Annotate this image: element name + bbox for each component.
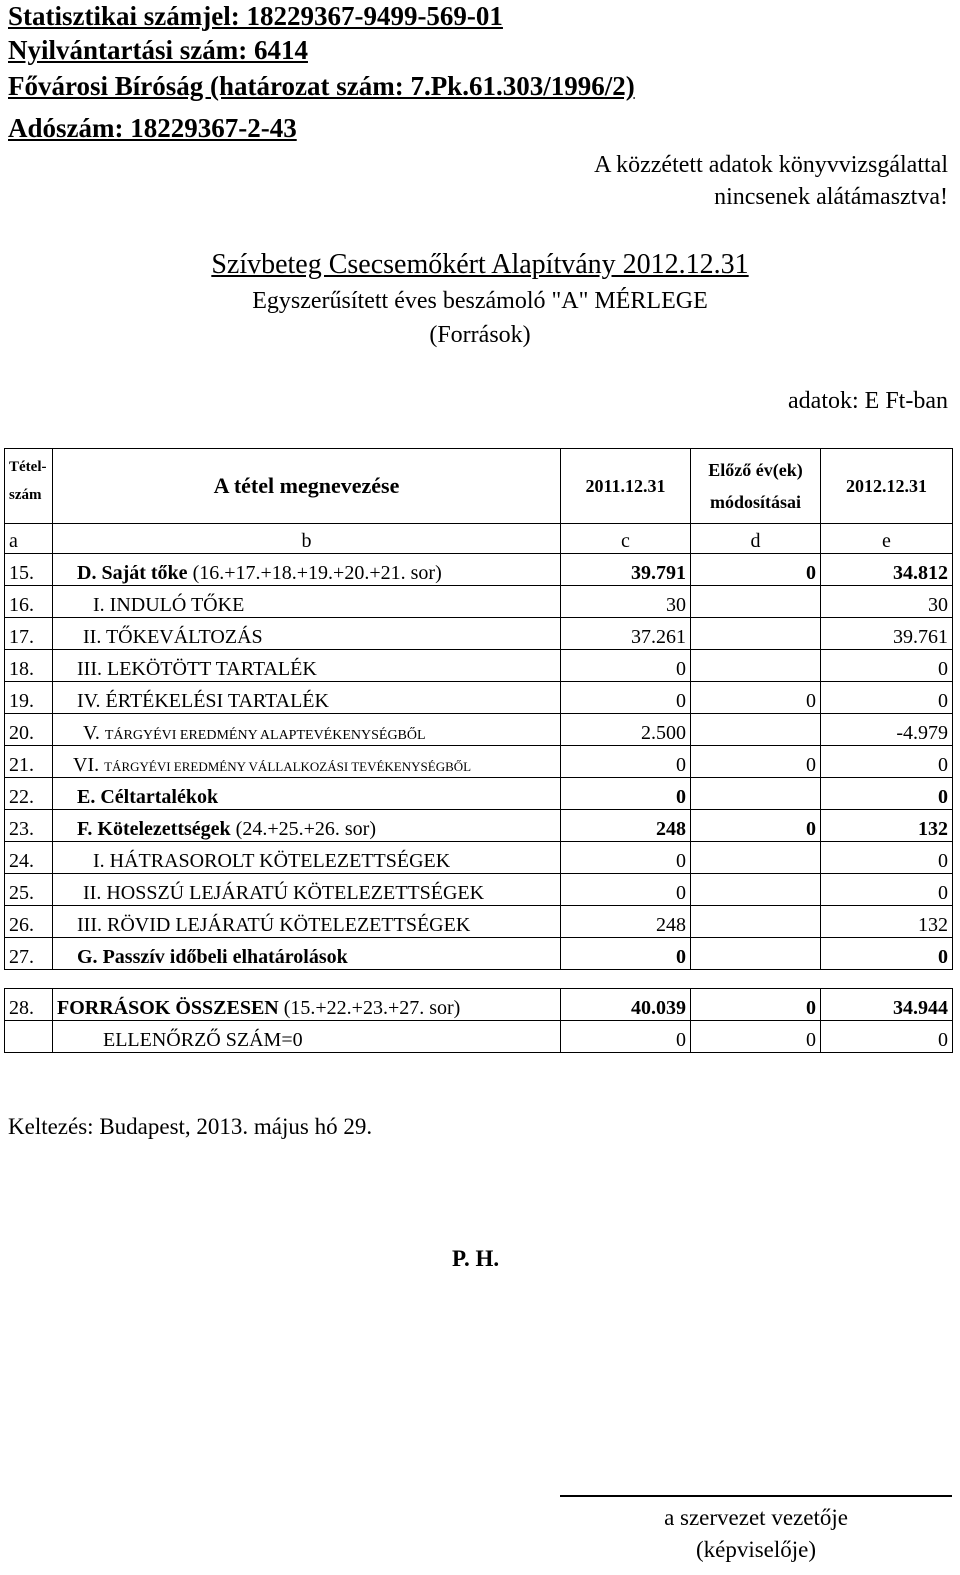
- value-prev: 2.500: [561, 714, 691, 746]
- signatory-title: a szervezet vezetője: [664, 1505, 848, 1530]
- row-label: II. TŐKEVÁLTOZÁS: [53, 618, 561, 650]
- table-row: [5, 874, 953, 906]
- row-number: 20.: [5, 714, 53, 746]
- value-mod: 0: [691, 554, 821, 586]
- value-mod: [691, 650, 821, 682]
- row-label: FORRÁSOK ÖSSZESEN (15.+22.+23.+27. sor): [53, 989, 561, 1021]
- table-header-row: [5, 449, 953, 524]
- table-row: [5, 938, 953, 970]
- value-mod: [691, 586, 821, 618]
- row-label: G. Passzív időbeli elhatárolások: [53, 938, 561, 970]
- value-mod: [691, 778, 821, 810]
- letter-b: b: [53, 524, 561, 554]
- row-number: 22.: [5, 778, 53, 810]
- header-prev-year: 2011.12.31: [561, 449, 691, 524]
- value-prev: 37.261: [561, 618, 691, 650]
- value-mod: 0: [691, 1021, 821, 1053]
- total-row: [5, 989, 953, 1021]
- report-title: Egyszerűsített éves beszámoló "A" MÉRLEGE: [252, 288, 708, 314]
- table-row: [5, 618, 953, 650]
- row-number: 24.: [5, 842, 53, 874]
- row-number: 28.: [5, 989, 53, 1021]
- value-mod: 0: [691, 810, 821, 842]
- row-number: 17.: [5, 618, 53, 650]
- table-row: [5, 778, 953, 810]
- value-mod: [691, 842, 821, 874]
- row-label: F. Kötelezettségek (24.+25.+26. sor): [53, 810, 561, 842]
- row-label: III. LEKÖTÖTT TARTALÉK: [53, 650, 561, 682]
- table-row: [5, 746, 953, 778]
- header-item-name: A tétel megnevezése: [53, 449, 561, 524]
- value-current: 0: [821, 682, 953, 714]
- table-row: [5, 554, 953, 586]
- value-current: 0: [821, 650, 953, 682]
- table-row: [5, 650, 953, 682]
- value-current: 0: [821, 938, 953, 970]
- row-number: 15.: [5, 554, 53, 586]
- row-label: ELLENŐRZŐ SZÁM=0: [53, 1021, 561, 1053]
- value-prev: 0: [561, 1021, 691, 1053]
- value-mod: 0: [691, 682, 821, 714]
- header-modifications: Előző év(ek) módosításai: [691, 449, 821, 524]
- signatory-subtitle: (képviselője): [695, 1537, 817, 1562]
- row-number: 26.: [5, 906, 53, 938]
- row-number: 27.: [5, 938, 53, 970]
- header-item-number: Tétel- szám: [5, 449, 53, 524]
- value-mod: [691, 906, 821, 938]
- table-row: [5, 682, 953, 714]
- organization-title: Szívbeteg Csecsemőkért Alapítvány 2012.12.31: [211, 249, 749, 280]
- audit-notice-line1: A közzétett adatok könyvvizsgálattal: [594, 152, 948, 178]
- row-number: 23.: [5, 810, 53, 842]
- letter-c: c: [561, 524, 691, 554]
- row-number: 19.: [5, 682, 53, 714]
- value-current: 0: [821, 874, 953, 906]
- column-letter-row: [5, 524, 953, 554]
- value-mod: [691, 618, 821, 650]
- row-number: 21.: [5, 746, 53, 778]
- row-label: I. INDULÓ TŐKE: [53, 586, 561, 618]
- value-prev: 0: [561, 842, 691, 874]
- letter-a: a: [5, 524, 53, 554]
- stat-number: Statisztikai számjel: 18229367-9499-569-01: [8, 1, 503, 31]
- value-current: 34.812: [821, 554, 953, 586]
- row-label: II. HOSSZÚ LEJÁRATÚ KÖTELEZETTSÉGEK: [53, 874, 561, 906]
- table-row: [5, 810, 953, 842]
- value-mod: 0: [691, 746, 821, 778]
- value-prev: 0: [561, 938, 691, 970]
- value-prev: 30: [561, 586, 691, 618]
- check-row: [5, 1021, 953, 1053]
- value-current: 34.944: [821, 989, 953, 1021]
- value-current: 39.761: [821, 618, 953, 650]
- row-number: 25.: [5, 874, 53, 906]
- header-current-year: 2012.12.31: [821, 449, 953, 524]
- value-mod: 0: [691, 989, 821, 1021]
- value-prev: 0: [561, 778, 691, 810]
- value-mod: [691, 714, 821, 746]
- row-label: III. RÖVID LEJÁRATÚ KÖTELEZETTSÉGEK: [53, 906, 561, 938]
- value-current: 0: [821, 746, 953, 778]
- table-spacer: [5, 970, 953, 989]
- value-current: 132: [821, 810, 953, 842]
- row-number: 18.: [5, 650, 53, 682]
- row-label: IV. ÉRTÉKELÉSI TARTALÉK: [53, 682, 561, 714]
- value-current: 0: [821, 778, 953, 810]
- balance-sheet-table: [4, 448, 953, 1053]
- value-current: 0: [821, 1021, 953, 1053]
- value-prev: 248: [561, 810, 691, 842]
- value-current: 0: [821, 842, 953, 874]
- value-prev: 0: [561, 650, 691, 682]
- value-prev: 0: [561, 874, 691, 906]
- value-prev: 248: [561, 906, 691, 938]
- row-label: E. Céltartalékok: [53, 778, 561, 810]
- table-row: [5, 906, 953, 938]
- audit-notice-line2: nincsenek alátámasztva!: [714, 184, 948, 210]
- value-current: 132: [821, 906, 953, 938]
- value-prev: 39.791: [561, 554, 691, 586]
- value-current: 30: [821, 586, 953, 618]
- letter-e: e: [821, 524, 953, 554]
- stamp-placeholder: P. H.: [452, 1246, 500, 1271]
- unit-label: adatok: E Ft-ban: [788, 388, 948, 414]
- row-number: [5, 1021, 53, 1053]
- date-place: Keltezés: Budapest, 2013. május hó 29.: [8, 1114, 373, 1139]
- court-decision: Fővárosi Bíróság (határozat szám: 7.Pk.61.303/1996/2): [8, 71, 635, 101]
- row-label: V. TÁRGYÉVI EREDMÉNY ALAPTEVÉKENYSÉGBŐL: [53, 714, 561, 746]
- row-label: I. HÁTRASOROLT KÖTELEZETTSÉGEK: [53, 842, 561, 874]
- value-mod: [691, 874, 821, 906]
- registry-number: Nyilvántartási szám: 6414: [8, 35, 308, 65]
- value-current: -4.979: [821, 714, 953, 746]
- section-title: (Források): [429, 322, 531, 348]
- value-prev: 40.039: [561, 989, 691, 1021]
- tax-number: Adószám: 18229367-2-43: [8, 113, 297, 143]
- row-label: D. Saját tőke (16.+17.+18.+19.+20.+21. sor): [53, 554, 561, 586]
- value-prev: 0: [561, 682, 691, 714]
- value-prev: 0: [561, 746, 691, 778]
- table-row: [5, 714, 953, 746]
- row-label: VI. TÁRGYÉVI EREDMÉNY VÁLLALKOZÁSI TEVÉKENYSÉGBŐL: [53, 746, 561, 778]
- table-row: [5, 586, 953, 618]
- row-number: 16.: [5, 586, 53, 618]
- value-mod: [691, 938, 821, 970]
- signature-line: [560, 1495, 952, 1497]
- table-row: [5, 842, 953, 874]
- letter-d: d: [691, 524, 821, 554]
